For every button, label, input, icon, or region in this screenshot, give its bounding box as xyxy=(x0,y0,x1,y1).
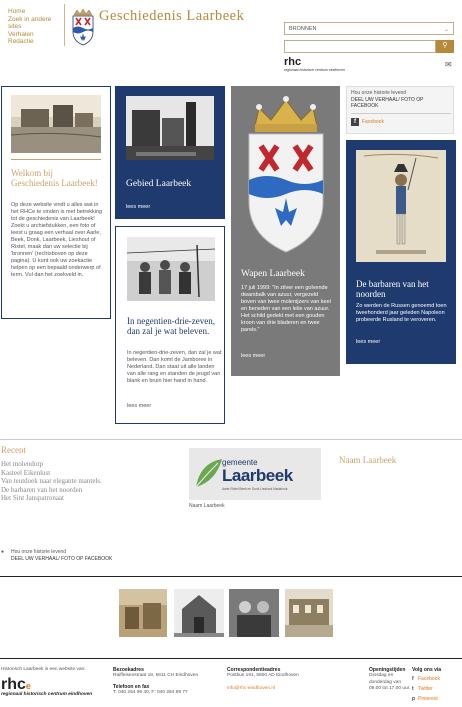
facebook-icon: f xyxy=(412,676,414,682)
wapen-read-more[interactable]: lees meer xyxy=(241,353,266,359)
welcome-photo xyxy=(11,95,101,153)
photo-thumb-2[interactable] xyxy=(174,589,224,637)
sources-select-value: BRONNEN xyxy=(289,26,317,32)
recent-item[interactable]: Kasteel Eikenlust xyxy=(1,468,51,477)
footer-email-link[interactable]: info@rhc-eindhoven.nl xyxy=(227,685,276,691)
search-button[interactable] xyxy=(436,40,454,53)
tile-welcome[interactable] xyxy=(1,86,111,319)
rhc-logo-mark: rhc xyxy=(284,56,302,68)
wapen-coat-of-arms xyxy=(241,94,331,254)
site-title[interactable]: Geschiedenis Laarbeek xyxy=(99,8,245,24)
photo-thumb-3[interactable] xyxy=(229,589,279,637)
header-divider xyxy=(64,4,65,46)
recent-item[interactable]: Het Sint Janspatronaat xyxy=(1,494,64,502)
pinterest-link: Pinterest xyxy=(418,696,438,702)
scouts-read-more[interactable]: lees meer xyxy=(127,403,152,409)
footer-social xyxy=(412,667,460,704)
share-bottom-line1: Hou onze historie levend xyxy=(11,549,67,555)
tile-gebied-laarbeek[interactable] xyxy=(115,86,225,219)
footer-social-heading: Volg ons via xyxy=(412,667,442,673)
footer-tel-value: T: 040 264 99 40, F: 040 264 99 77 xyxy=(113,690,188,696)
footer-bezoek-heading: Bezoekadres xyxy=(113,667,144,673)
share-panel-line1: Hou onze historie levend xyxy=(351,90,407,96)
search-icon: ⚲ xyxy=(442,42,448,49)
gemeente-leaf-icon xyxy=(194,457,224,491)
share-panel-facebook-link[interactable]: Facebook xyxy=(362,119,384,125)
recent-item[interactable]: De barbaren van het noorden xyxy=(1,485,83,494)
footer-bezoek xyxy=(113,667,223,697)
footer-opening xyxy=(369,667,411,693)
photo-thumb-1[interactable] xyxy=(119,589,167,637)
footer-corr-heading: Correspondentieadres xyxy=(227,667,281,673)
footer-rhc-tagline: regionaal historisch centrum eindhoven xyxy=(1,692,93,697)
tile-wapen-laarbeek[interactable] xyxy=(231,86,340,376)
gemeente-logo-line1: gemeente xyxy=(222,458,258,467)
scouts-title: In negentien-drie-zeven, dan zal je wat beleven. xyxy=(127,316,215,336)
footer-rhc-logo-mark: rhc xyxy=(1,676,26,693)
gemeente-laarbeek-logo[interactable] xyxy=(189,448,321,500)
facebook-link: Facebook xyxy=(418,676,440,682)
section-divider-strip-bottom xyxy=(0,658,462,659)
footer-social-facebook[interactable] xyxy=(412,674,460,684)
footer-corr-address: Postbus 191, 5600 AD Eindhoven xyxy=(227,673,299,679)
nav-home[interactable]: Home xyxy=(8,8,26,15)
share-panel xyxy=(346,86,454,134)
gemeente-logo-villages: Aarle-Rixtel Beek en Donk Lieshout Mariahout xyxy=(222,487,288,491)
wapen-body: 17 juli 1999: "In zilver een golvende dwarsbalk van azuur, vergezeld boven van twee molenijzers van keel en beneden van een lelie van azuur. Het schild gedekt met een gouden kroon van drie bladeren en twee parels." xyxy=(241,285,331,333)
footer-social-twitter[interactable] xyxy=(412,684,460,694)
barbaren-body: Zo werden de Russen genoemd toen tweehonderd jaar geleden Napoleon probeerde Rusland te veroveren. xyxy=(356,303,447,323)
footer-tel-heading: Telefoon en fax xyxy=(113,683,150,690)
mail-icon[interactable]: ✉ xyxy=(445,60,452,69)
footer-bezoek-address: Raiffeisenstraat 18, 5611 CH Eindhoven xyxy=(113,673,199,679)
section-divider-strip-top xyxy=(0,576,462,577)
pinterest-icon: p xyxy=(412,696,416,702)
section-divider-top xyxy=(0,439,462,440)
recent-item[interactable]: Het molendorp xyxy=(1,460,44,468)
share-panel-divider xyxy=(351,113,451,114)
welcome-title: Welkom bij Geschiedenis Laarbeek! xyxy=(11,168,98,188)
naam-laarbeek-heading[interactable]: Naam Laarbeek xyxy=(339,455,397,465)
tile-scouts[interactable] xyxy=(115,226,225,424)
recent-item[interactable]: Van teutdoek naar elegante mantels. xyxy=(1,477,102,485)
footer-rhc-logo-sup: e xyxy=(25,681,31,691)
tile-barbaren[interactable] xyxy=(346,140,456,364)
recent-list xyxy=(1,445,181,503)
footer-corr xyxy=(227,667,332,692)
nav-redactie[interactable]: Redactie xyxy=(8,38,34,45)
search-input[interactable] xyxy=(284,40,436,53)
barbaren-read-more[interactable]: lees meer xyxy=(356,339,381,345)
twitter-icon: t xyxy=(412,686,414,692)
share-panel-line2[interactable]: DEEL UW VERHAAL/ FOTO OP FACEBOOK xyxy=(351,97,424,109)
gebied-photo xyxy=(126,96,214,160)
gebied-read-more[interactable]: lees meer xyxy=(126,204,151,210)
nav-verhalen[interactable]: Verhalen xyxy=(8,30,34,38)
chevron-down-icon: ⌄ xyxy=(443,27,449,33)
barbaren-painting xyxy=(356,150,446,262)
footer-social-pinterest[interactable] xyxy=(412,694,460,704)
barbaren-title: De barbaren van het noorden xyxy=(356,279,429,299)
sources-select[interactable] xyxy=(284,22,454,35)
nav-zoek-andere-sites[interactable]: Zoek in andere sites xyxy=(8,15,52,30)
welcome-divider xyxy=(11,159,101,160)
scouts-photo xyxy=(127,237,215,301)
share-bottom-line2[interactable]: DEEL UW VERHAAL/ FOTO OP FACEBOOK xyxy=(11,556,113,562)
gebied-title: Gebied Laarbeek xyxy=(126,179,192,189)
welcome-body: Op deze website vindt u alles wat in het RHCe te vinden is met betrekking tot de geschiedenis van Laarbeek! Zoekt u archiefstukken, een foto of leest u graag een verhaal over Aarle, Beek, Donk, Laarbeek, Lieshout of Rixtel, maak dan uw selectie bij 'bronnen' (rechtsboven op deze pagina). U kunt ook uw zoekactie helpen op een bepaald onderwerp of term. Vul dan het zoekveld in. xyxy=(11,202,103,278)
footer-about-text: Historisch Laarbeek is een website van: xyxy=(1,667,86,672)
footer-rhc-logo[interactable] xyxy=(1,676,107,697)
photo-thumb-4[interactable] xyxy=(285,589,333,637)
main-nav xyxy=(8,8,64,46)
facebook-icon[interactable]: f xyxy=(351,118,359,126)
twitter-link: Twitter xyxy=(418,686,433,692)
rhc-header-logo[interactable] xyxy=(284,57,374,75)
wapen-title: Wapen Laarbeek xyxy=(241,269,305,279)
footer-opening-heading: Openingstijden xyxy=(369,667,406,673)
share-bottom-icon: ● xyxy=(1,549,5,555)
recent-title: Recent xyxy=(1,445,26,455)
rhc-logo-tagline: regionaal historisch centrum eindhoven xyxy=(284,68,345,72)
gemeente-logo-line2: Laarbeek xyxy=(222,466,293,485)
gemeente-logo-caption: Naam Laarbeek xyxy=(189,503,225,509)
footer-opening-hours: Dinsdag en donderdag van 09.00 tot 17.00 uur. xyxy=(369,673,411,692)
coat-of-arms-logo[interactable] xyxy=(71,8,95,46)
scouts-body: In negentien-drie-zeven, dan zal je wat beleven. Dan komt de Jamboree in Nederland. Dan staat uit alle landen van alle rang en standen de jeugd van blank en bruin hier hand in hand. xyxy=(127,350,222,384)
share-bottom xyxy=(1,545,201,567)
footer-about xyxy=(1,667,107,673)
